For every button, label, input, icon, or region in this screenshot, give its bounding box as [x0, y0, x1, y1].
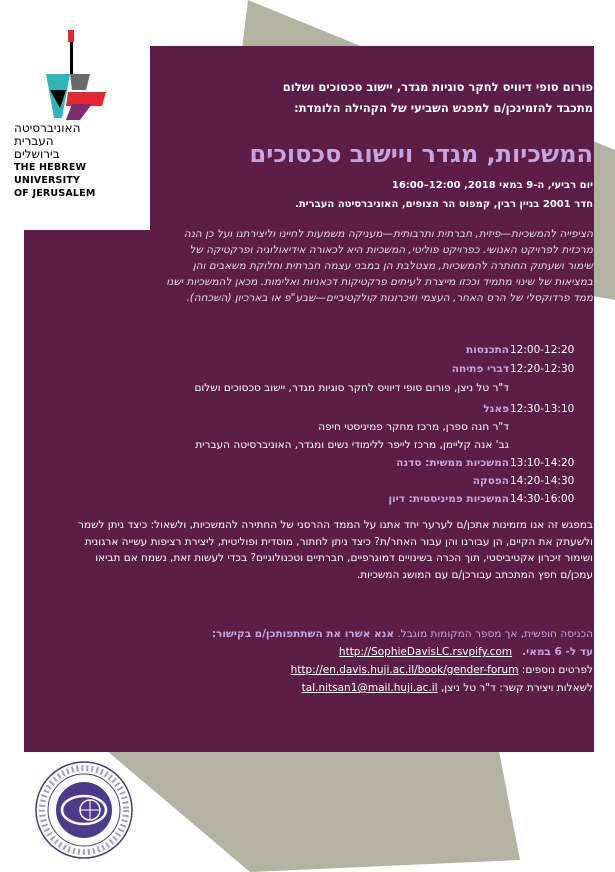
- schedule-item: התכנסות: [465, 344, 509, 356]
- rsvp-line: [339, 646, 593, 658]
- logo-name-he-3: בירושלים: [14, 147, 60, 161]
- entry-prefix: הכניסה חופשית, אך מספר המקומות מוגבל.: [397, 628, 593, 640]
- schedule-time: 13:10-14:20: [510, 457, 575, 469]
- forum-name: פורום סופי דיוויס לחקר סוגיות מגדר, יישוב סכסוכים ושלום: [282, 80, 593, 94]
- schedule-time: 14:20-14:30: [510, 475, 575, 487]
- event-location: חדר 2001 בניין רבין, קמפוס הר הצופים, האוניברסיטה העברית.: [295, 199, 593, 210]
- logo-name-en-1: THE HEBREW: [14, 162, 87, 173]
- schedule-row: [60, 475, 593, 492]
- details-link[interactable]: http://en.davis.huji.ac.il/book/gender-forum: [290, 664, 519, 676]
- university-seal-icon: [34, 760, 134, 860]
- contact-email-link[interactable]: tal.nitsan1@mail.huji.ac.il: [301, 682, 438, 694]
- schedule-item: המשכיות פמיניסטית: דיון: [388, 493, 509, 505]
- schedule-row: [60, 363, 593, 380]
- event-date: יום רביעי, ה-9 במאי 2018, 12:00–16:00: [391, 180, 593, 191]
- logo-name-he-2: העברית: [14, 134, 54, 148]
- schedule-row: [60, 403, 593, 420]
- schedule-item: המשכיות ממשית: סדנה: [396, 457, 509, 469]
- schedule-row: [60, 457, 593, 474]
- discussion-paragraph: במפגש זה אנו מזמינות אתכן/ם לערער יחד אתנו על הממד ההרסני של החתירה להמשכיות, ולשאול: כיצד ניתן לשמר ולשעתק את הקיים, הן עבורנו והן עבור האחר/ת? כיצד ניתן לחתור, מוסדית ופוליטית, ליצירת רציפות עשייה ארגונית ושימור זיכרון אקטיביסטי, תוך הכרה בשינויים דמוגרפיים, חברתיים וטכנולוגיים? בכדי לעשות זאת, נשמח אם תביאו עמכן/ם חפץ המתכתב עבורכן/ם עם המושג המשכיות.: [77, 519, 593, 581]
- entry-line: [212, 628, 593, 640]
- schedule-item: הפסקה: [472, 475, 509, 487]
- rsvp-link[interactable]: http://SophieDavisLC.rsvpify.com: [338, 646, 513, 658]
- schedule-row: [60, 382, 593, 399]
- schedule-row: [60, 493, 593, 510]
- details-line: [291, 664, 593, 676]
- logo-text: [14, 122, 124, 200]
- contact-label: לשאלות ויצירת קשר: ד"ר טל ניצן,: [440, 682, 593, 694]
- event-title: המשכיות, מגדר ויישוב סכסוכים: [249, 140, 593, 168]
- details-label: לפרטים נוספים:: [521, 664, 593, 676]
- schedule-time: 12:20-12:30: [510, 363, 575, 375]
- schedule-item: פאנל: [483, 403, 509, 415]
- contact-line: [302, 682, 593, 694]
- schedule-speaker: גב' אנה קליימן, מרכז לייפר ללימודי נשים ומגדר, האוניברסיטה העברית: [195, 439, 509, 451]
- schedule-row: [60, 421, 593, 438]
- schedule-time: 12:30-13:10: [510, 403, 575, 415]
- entry-bold: אנא אשרו את השתתפותכן/ם בקישור:: [211, 628, 395, 640]
- logo-name-en-3: OF JERUSALEM: [14, 188, 96, 199]
- schedule-item: דברי פתיחה: [451, 363, 509, 375]
- schedule-row: [60, 439, 593, 456]
- intro-paragraph: הציפייה להמשכיות—פיזית, חברתית ותרבותית—מעניקה משמעות לחיינו וליצירתנו ועל כן הנה מרכזית לפרויקט האנושי. כפרויקט פוליטי, המשכיות היא לכאורה אידיאולוגיה ופרקטיקה של שימור ושעתוק החותרה להמשכיות, מצטלבת הן במבני עצמה חברתית וחלוקת משאבים והן במציאות של שינוי מתמיד וככזו מייצרת לעיתים פרקטיקות דכאניות ואלימות. מכאן להמשכיות ישנו ממד פרדוקסלי של הרס האחר, העצמי וזיכרונות קולקטיביים—שבע"פ או בארכיון (השכחה).: [166, 228, 593, 304]
- schedule-row: [60, 344, 593, 361]
- invitation-line: מתכבד להזמינכן/ם למפגש השביעי של הקהילה הלומדת:: [294, 101, 593, 115]
- rsvp-deadline: עד ל- 6 במאי.: [522, 646, 593, 658]
- logo-name-he-1: האוניברסיטה: [14, 121, 81, 135]
- schedule-time: 14:30-16:00: [510, 493, 575, 505]
- logo-name-en-2: UNIVERSITY: [14, 175, 81, 186]
- schedule-time: 12:00-12:20: [510, 344, 575, 356]
- schedule-speaker: ד"ר חנה ספרן, מרכז מחקר פמיניסטי חיפה: [318, 421, 509, 433]
- schedule-speaker: ד"ר טל ניצן, פורום סופי דיוויס לחקר סוגיות מגדר, יישוב סכסוכים ושלום: [194, 382, 509, 394]
